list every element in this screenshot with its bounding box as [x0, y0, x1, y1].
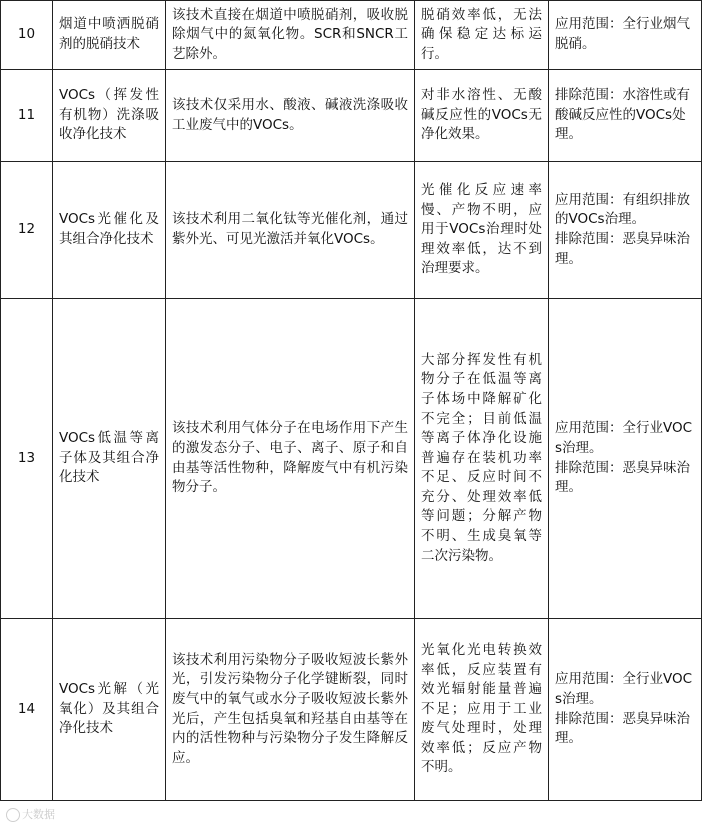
technology-issue: 脱硝效率低，无法确保稳定达标运行。 [415, 1, 549, 70]
technology-name: VOCs低温等离子体及其组合净化技术 [53, 299, 166, 619]
watermark-text: 大数据 [22, 808, 55, 821]
scope-line: 排除范围：恶臭异味治理。 [555, 710, 690, 747]
row-number: 14 [1, 619, 53, 801]
technology-scope [549, 1, 702, 70]
technology-description: 该技术利用污染物分子吸收短波长紫外光，引发污染物分子化学键断裂，同时废气中的氧气或水分子吸收短波长紫外光后，产生包括臭氧和羟基自由基等在内的活性物种与污染物分子发生降解反应。 [166, 619, 415, 801]
table-row [1, 70, 702, 162]
table-row [1, 299, 702, 619]
scope-line: 应用范围：全行业烟气脱硝。 [555, 16, 690, 52]
technology-scope [549, 162, 702, 299]
technology-scope [549, 70, 702, 162]
technology-name: 烟道中喷洒脱硝剂的脱硝技术 [53, 1, 166, 70]
row-number: 11 [1, 70, 53, 162]
scope-line: 应用范围：有组织排放的VOCs治理。 [555, 191, 690, 228]
scope-line: 排除范围：水溶性或有酸碱反应性的VOCs处理。 [555, 87, 690, 143]
technology-name: VOCs（挥发性有机物）洗涤吸收净化技术 [53, 70, 166, 162]
technology-name: VOCs光解（光氧化）及其组合净化技术 [53, 619, 166, 801]
scope-line: 应用范围：全行业VOCs治理。 [555, 671, 693, 707]
scope-line: 排除范围：恶臭异味治理。 [555, 459, 690, 496]
technology-name: VOCs光催化及其组合净化技术 [53, 162, 166, 299]
technology-description: 该技术直接在烟道中喷脱硝剂，吸收脱除烟气中的氮氧化物。SCR和SNCR工艺除外。 [166, 1, 415, 70]
technology-issue: 对非水溶性、无酸碱反应性的VOCs无净化效果。 [415, 70, 549, 162]
row-number: 12 [1, 162, 53, 299]
table-row [1, 162, 702, 299]
watermark [6, 806, 55, 822]
table-row [1, 619, 702, 801]
technology-issue: 光氧化光电转换效率低，反应装置有效光辐射能量普遍不足；应用于工业废气处理时，处理效率低；反应产物不明。 [415, 619, 549, 801]
watermark-logo-icon [6, 808, 20, 822]
scope-line: 应用范围：全行业VOCs治理。 [555, 420, 693, 456]
technology-description: 该技术利用气体分子在电场作用下产生的激发态分子、电子、离子、原子和自由基等活性物种，降解废气中有机污染物分子。 [166, 299, 415, 619]
scope-line: 排除范围：恶臭异味治理。 [555, 231, 690, 267]
row-number: 13 [1, 299, 53, 619]
technology-issue: 光催化反应速率慢、产物不明，应用于VOCs治理时处理效率低，达不到治理要求。 [415, 162, 549, 299]
table-row [1, 1, 702, 70]
technology-issue: 大部分挥发性有机物分子在低温等离子体场中降解矿化不完全；目前低温等离子体净化设施普遍存在装机功率不足、反应时间不充分、处理效率低等问题；分解产物不明、生成臭氧等二次污染物。 [415, 299, 549, 619]
technology-scope [549, 619, 702, 801]
technology-description: 该技术仅采用水、酸液、碱液洗涤吸收工业废气中的VOCs。 [166, 70, 415, 162]
row-number: 10 [1, 1, 53, 70]
technology-scope [549, 299, 702, 619]
technology-description: 该技术利用二氧化钛等光催化剂，通过紫外光、可见光激活并氧化VOCs。 [166, 162, 415, 299]
